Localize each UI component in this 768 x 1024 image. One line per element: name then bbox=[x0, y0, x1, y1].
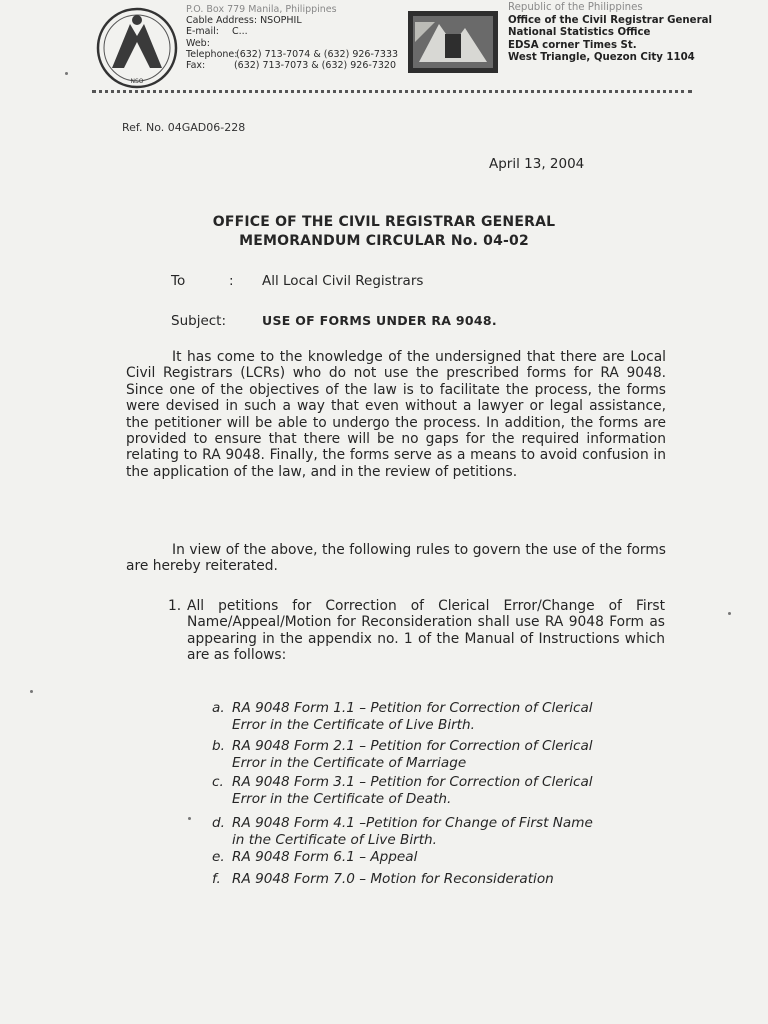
telephone-line: Telephone: (632) 713-7074 & (632) 926-7333 bbox=[186, 48, 399, 60]
web-line: Web: bbox=[186, 37, 210, 49]
nso-seal-logo bbox=[94, 6, 180, 90]
memo-title-office: OFFICE OF THE CIVIL REGISTRAR GENERAL bbox=[212, 214, 556, 230]
scan-speck bbox=[30, 690, 33, 693]
po-box-line: P.O. Box 779 Manila, Philippines bbox=[186, 4, 337, 15]
rule-number: 1. bbox=[168, 598, 182, 614]
agency-address-block bbox=[508, 2, 712, 65]
address-line-2: West Triangle, Quezon City 1104 bbox=[508, 52, 695, 63]
to-label: To bbox=[171, 273, 186, 289]
paragraph-reiteration: In view of the above, the following rules to govern the use of the forms are hereby reiterated. bbox=[126, 542, 666, 575]
subject-value: USE OF FORMS UNDER RA 9048. bbox=[262, 313, 497, 328]
paragraph-background: It has come to the knowledge of the undersigned that there are Local Civil Registrars (LCRs) who do not use the prescribed forms for RA 9048. Since one of the objectives of the law is to facilitate the process, the forms were devised in such a way that even without a lawyer or legal assistance, the petitioner will be able to undergo the process. In addition, the forms are provided to ensure that there will be no gaps for the required information relating to RA 9048. Finally, the forms serve as a means to avoid confusion in the application of the law, and in the review of petitions. bbox=[126, 349, 666, 480]
logo-text: NSO bbox=[130, 78, 144, 85]
scan-speck bbox=[728, 612, 731, 615]
contact-block bbox=[186, 4, 399, 72]
to-colon: : bbox=[229, 273, 234, 289]
letterhead-divider bbox=[92, 90, 692, 93]
nso-line: National Statistics Office bbox=[508, 27, 651, 38]
office-line: Office of the Civil Registrar General bbox=[508, 14, 712, 26]
republic-line: Republic of the Philippines bbox=[508, 2, 643, 13]
reference-number: Ref. No. 04GAD06-228 bbox=[122, 121, 246, 134]
cable-line: Cable Address: NSOPHIL bbox=[186, 15, 302, 27]
memo-date: April 13, 2004 bbox=[489, 156, 585, 172]
scanned-memo-page: NSO P.O. Box 779 Manila, Philippines Cable Address: NSOPHIL E-mail: C... Web: Telephone: (632) 713-7074 & (632) 926-7333 Fax: (632) 713-7073 & (632) 926-7320 Republic of the Philippines Office of the Civil Registrar General National Statistics Office EDSA corner Times St. West Triangle, Quezon City 1104 Ref. No. 04GAD06-228 April 13, 2004 OFFICE OF THE CIVIL REGISTRAR GENERAL MEMORANDUM CIRCULAR No. 04-02 To : All Local Civil Registrars Subject: USE OF FORMS UNDER RA 9048. It has come to the knowledge of the undersigned that there are Local Civil Registrars (LCRs) who do not use the prescribed forms for RA 9048. Since one of the objectives of the law is to facilitate the process, the forms were devised in such a way that even without a lawyer or legal assistance, the petitioner will be able to undergo the process. In addition, the forms are provided to ensure that there will be no gaps for the required information relating to RA 9048. Finally, the forms serve as a means to avoid confusion in the application of the law, and in the review of petitions. In view of the above, the following rules to govern the use of the forms are hereby reiterated. 1. All petitions for Correction of Clerical Error/Change of First Name/Appeal/Motion for Reconsideration shall use RA 9048 Form as appearing in the appendix no. 1 of the Manual of Instructions which are as follows: a. RA 9048 Form 1.1 – Petition for Correction of Clerical Error in the Certificate of Live Birth. b. RA 9048 Form 2.1 – Petition for Correction of Clerical Error in the Certificate of Marriage c. RA 9048 Form 3.1 – Petition for Correction of Clerical Error in the Certificate of Death. d. RA 9048 Form 4.1 –Petition for Change of First Name in the Certificate of Live Birth. e. RA 9048 Form 6.1 – Appeal f. RA 9048 Form 7.0 – Motion for Reconsideration bbox=[0, 0, 768, 1024]
rule-text: All petitions for Correction of Clerical Error/Change of First Name/Appeal/Motion for Reconsideration shall use RA 9048 Form as appearing in the appendix no. 1 of the Manual of Instructions which are as follows: bbox=[187, 598, 665, 664]
scan-speck bbox=[188, 817, 191, 820]
email-line: E-mail: C... bbox=[186, 26, 248, 38]
fax-line: Fax: (632) 713-7073 & (632) 926-7320 bbox=[186, 60, 396, 72]
subject-label: Subject: bbox=[171, 313, 227, 329]
to-recipient: All Local Civil Registrars bbox=[262, 273, 424, 289]
memo-title-circular: MEMORANDUM CIRCULAR No. 04-02 bbox=[239, 233, 529, 249]
civil-registry-logo bbox=[405, 8, 501, 76]
address-line-1: EDSA corner Times St. bbox=[508, 39, 637, 51]
scan-speck bbox=[65, 72, 68, 75]
